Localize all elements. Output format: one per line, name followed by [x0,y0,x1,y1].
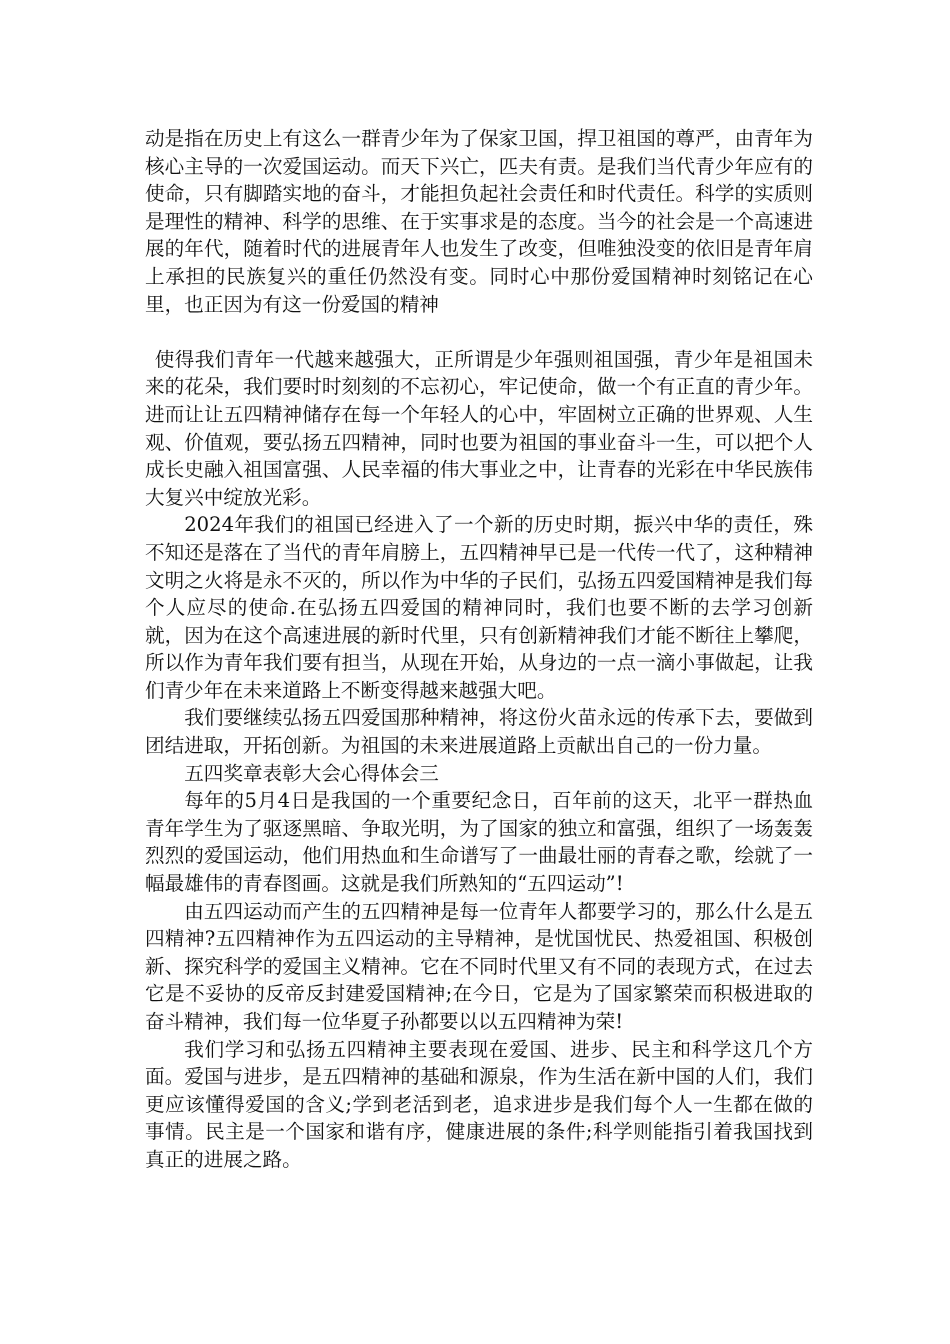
paragraph-5: 每年的5月4日是我国的一个重要纪念日，百年前的这天，北平一群热血青年学生为了驱逐黑暗、争取光明，为了国家的独立和富强，组织了一场轰轰烈烈的爱国运动，他们用热血和生命谱写了一曲最壮丽的青春之歌，绘就了一幅最雄伟的青春图画。这就是我们所熟知的“五四运动”! [145,789,813,896]
paragraph-2: 使得我们青年一代越来越强大，正所谓是少年强则祖国强，青少年是祖国未来的花朵，我们要时时刻刻的不忘初心，牢记使命，做一个有正直的青少年。进而让让五四精神储存在每一个年轻人的心中，牢固树立正确的世界观、人生观、价值观，要弘扬五四精神，同时也要为祖国的事业奋斗一生，可以把个人成长史融入祖国富强、人民幸福的伟大事业之中，让青春的光彩在中华民族伟大复兴中绽放光彩。 [145,347,813,509]
paragraph-6: 由五四运动而产生的五四精神是每一位青年人都要学习的，那么什么是五四精神?五四精神作为五四运动的主导精神，是忧国忧民、热爱祖国、积极创新、探究科学的爱国主义精神。它在不同时代里又有不同的表现方式，在过去它是不妥协的反帝反封建爱国精神;在今日，它是为了国家繁荣而积极进取的奋斗精神，我们每一位华夏子孙都要以以五四精神为荣! [145,899,813,1033]
paragraph-1: 动是指在历史上有这么一群青少年为了保家卫国，捍卫祖国的尊严，由青年为核心主导的一次爱国运动。而天下兴亡，匹夫有责。是我们当代青少年应有的使命，只有脚踏实地的奋斗，才能担负起社会责任和时代责任。科学的实质则是理性的精神、科学的思维、在于实事求是的态度。当今的社会是一个高速进展的年代，随着时代的进展青年人也发生了改变，但唯独没变的依旧是青年肩上承担的民族复兴的重任仍然没有变。同时心中那份爱国精神时刻铭记在心里，也正因为有这一份爱国的精神 [145,127,813,316]
document-page [145,125,813,1174]
paragraph-3: 2024年我们的祖国已经进入了一个新的历史时期，振兴中华的责任，殊不知还是落在了当代的青年肩膀上，五四精神早已是一代传一代了，这种精神文明之火将是永不灭的，所以作为中华的子民们，弘扬五四爱国精神是我们每个人应尽的使命.在弘扬五四爱国的精神同时，我们也要不断的去学习创新就，因为在这个高速进展的新时代里，只有创新精神我们才能不断往上攀爬，所以作为青年我们要有担当，从现在开始，从身边的一点一滴小事做起，让我们青少年在未来道路上不断变得越来越强大吧。 [145,513,813,702]
paragraph-gap [145,318,813,346]
paragraph-4: 我们要继续弘扬五四爱国那种精神，将这份火苗永远的传承下去，要做到团结进取，开拓创新。为祖国的未来进展道路上贡献出自己的一份力量。 [145,706,813,758]
paragraph-7: 我们学习和弘扬五四精神主要表现在爱国、进步、民主和科学这几个方面。爱国与进步，是五四精神的基础和源泉，作为生活在新中国的人们，我们更应该懂得爱国的含义;学到老活到老，追求进步是我们每个人一生都在做的事情。民主是一个国家和谐有序，健康进展的条件;科学则能指引着我国找到真正的进展之路。 [145,1037,813,1171]
section-heading: 五四奖章表彰大会心得体会三 [184,761,439,785]
